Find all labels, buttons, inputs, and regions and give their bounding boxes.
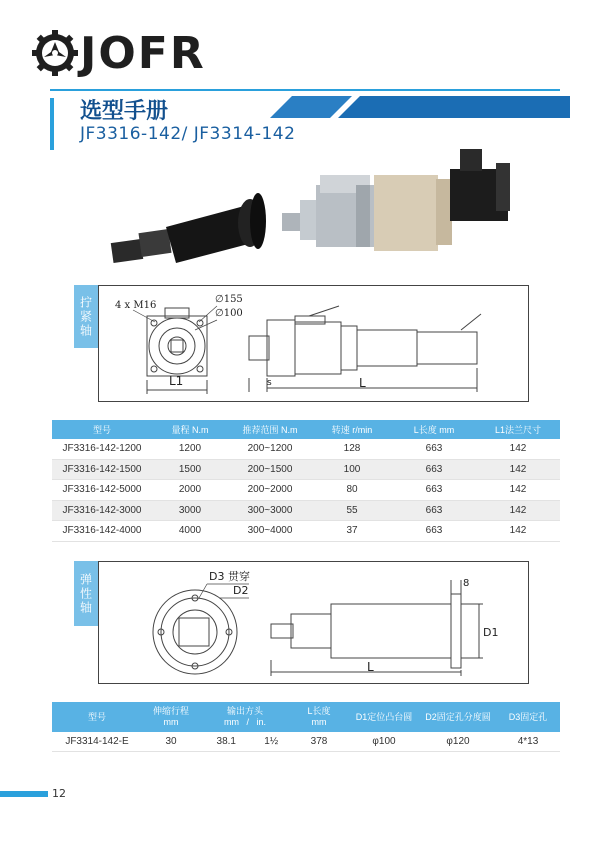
table-row	[52, 521, 560, 542]
cell: 200~1500	[228, 459, 312, 480]
dim-diameter-100: ∅100	[215, 308, 243, 319]
cell: φ120	[420, 732, 496, 752]
cell: 1½	[253, 732, 291, 752]
col-header: 型号	[52, 420, 152, 439]
page-number-strip	[0, 791, 48, 797]
header-stripe-decoration	[270, 96, 570, 118]
cell: 1200	[152, 439, 228, 459]
brand-name: JOFR	[80, 28, 206, 79]
page-subtitle: JF3316-142/ JF3314-142	[80, 124, 296, 144]
dim-d2: D2	[233, 584, 249, 597]
cell: 142	[476, 439, 560, 459]
cell: 200~2000	[228, 480, 312, 501]
dim-diameter-155: ∅155	[215, 294, 243, 305]
col-header-unit: mm / in.	[223, 717, 266, 727]
elastic-shaft-drawing	[98, 561, 529, 684]
cell: φ100	[348, 732, 420, 752]
cell: 4000	[152, 521, 228, 542]
cell-model: JF3316-142-4000	[52, 521, 152, 542]
col-header-unit: mm	[311, 717, 327, 727]
cell: 142	[476, 480, 560, 501]
cell: 300~4000	[228, 521, 312, 542]
cell-model: JF3314-142-E	[52, 732, 142, 752]
cell-model: JF3316-142-3000	[52, 500, 152, 521]
cell: 128	[312, 439, 392, 459]
cell: 663	[392, 500, 476, 521]
tightening-shaft-spec-table	[52, 420, 560, 542]
col-header-line: 伸缩行程	[152, 706, 189, 716]
cell: 200~1200	[228, 439, 312, 459]
elastic-shaft-spec-table	[52, 702, 560, 752]
cell: 80	[312, 480, 392, 501]
dim-bolts: 4 x M16	[115, 300, 157, 311]
table-row	[52, 480, 560, 501]
page-title: 选型手册	[80, 99, 169, 124]
cell: 4*13	[496, 732, 560, 752]
dim-s: s	[267, 378, 272, 388]
dim-8: 8	[463, 578, 470, 589]
col-header: 转速 r/min	[312, 420, 392, 439]
cell: 663	[392, 439, 476, 459]
cell: 2000	[152, 480, 228, 501]
dim-d1: D1	[483, 626, 499, 639]
cell-model: JF3316-142-5000	[52, 480, 152, 501]
col-header-length	[290, 702, 348, 732]
cell: 142	[476, 521, 560, 542]
dim-l: L	[367, 660, 374, 674]
col-header-stroke	[142, 702, 200, 732]
col-header-unit: mm	[163, 717, 179, 727]
cell-model: JF3316-142-1200	[52, 439, 152, 459]
cell: 55	[312, 500, 392, 521]
header-rule	[50, 89, 560, 91]
col-header-d2	[420, 702, 496, 732]
cell: 378	[290, 732, 348, 752]
cell: 3000	[152, 500, 228, 521]
col-header-line: 型号	[87, 711, 106, 722]
table-header-row	[52, 702, 560, 732]
cell-model: JF3316-142-1500	[52, 459, 152, 480]
table-row	[52, 500, 560, 521]
col-header: L长度 mm	[392, 420, 476, 439]
cell: 1500	[152, 459, 228, 480]
cell: 100	[312, 459, 392, 480]
section-tab-tightening-shaft: 拧紧轴	[74, 285, 98, 348]
dim-d3: D3 贯穿	[209, 570, 250, 583]
col-header: L1法兰尺寸	[476, 420, 560, 439]
dim-l1: L1	[169, 374, 184, 388]
tightening-shaft-drawing	[98, 285, 529, 402]
col-header-output	[200, 702, 290, 732]
product-image	[100, 145, 520, 285]
dim-l: L	[359, 376, 366, 390]
cell: 663	[392, 480, 476, 501]
section-tab-elastic-shaft: 弹性轴	[74, 561, 98, 626]
cell: 663	[392, 521, 476, 542]
cell: 142	[476, 459, 560, 480]
tightening-shaft-technical-drawing	[99, 286, 528, 401]
col-header-line: D2固定孔分度圆	[425, 711, 491, 722]
cell: 300~3000	[228, 500, 312, 521]
col-header-line: D1定位凸台圆	[355, 711, 413, 722]
col-header-d3	[496, 702, 560, 732]
table-row	[52, 439, 560, 459]
col-header-line: L长度	[307, 706, 331, 716]
col-header: 推荐范围 N.m	[228, 420, 312, 439]
col-header: 量程 N.m	[152, 420, 228, 439]
table-header-row	[52, 420, 560, 439]
col-header-line: 输出方头	[226, 706, 263, 716]
table-row	[52, 732, 560, 752]
gear-logo-icon	[32, 30, 78, 76]
page-number: 12	[52, 787, 66, 800]
title-accent-bar	[50, 98, 54, 150]
col-header-line: D3固定孔	[508, 711, 548, 722]
col-header-model	[52, 702, 142, 732]
table-row	[52, 459, 560, 480]
cell: 37	[312, 521, 392, 542]
cell: 30	[142, 732, 200, 752]
cell: 663	[392, 459, 476, 480]
col-header-d1	[348, 702, 420, 732]
cell: 142	[476, 500, 560, 521]
cell: 38.1	[200, 732, 253, 752]
